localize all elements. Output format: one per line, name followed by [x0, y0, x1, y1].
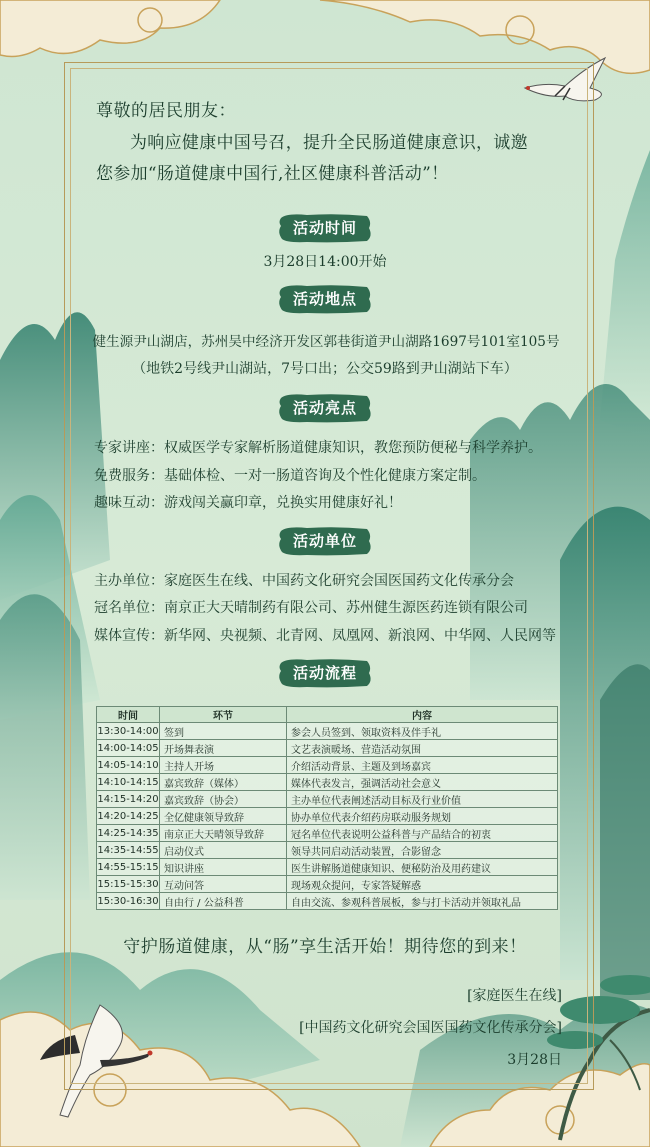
cell-segment: 互动问答: [160, 876, 287, 893]
table-row: [97, 723, 558, 740]
cell-segment: 知识讲座: [160, 859, 287, 876]
signature-date: 3月28日: [507, 1052, 562, 1068]
cell-content: 参会人员签到、领取资料及伴手礼: [287, 723, 558, 740]
cell-time: 14:05-14:10: [97, 757, 160, 774]
table-row: [97, 791, 558, 808]
cell-segment: 南京正大天晴领导致辞: [160, 825, 287, 842]
intro-paragraph: [96, 128, 566, 190]
badge-time: [277, 212, 373, 244]
cell-content: 文艺表演暖场、营造活动氛围: [287, 740, 558, 757]
cell-content: 冠名单位代表说明公益科普与产品结合的初衷: [287, 825, 558, 842]
table-row: [97, 740, 558, 757]
col-header-segment: 环节: [160, 707, 287, 723]
cell-segment: 全亿健康领导致辞: [160, 808, 287, 825]
badge-location-label: 活动地点: [292, 290, 357, 308]
table-header-row: [97, 707, 558, 723]
highlight-item: 免费服务：基础体检、一对一肠道咨询及个性化健康方案定制。: [94, 468, 486, 484]
badge-schedule-label: 活动流程: [292, 664, 357, 682]
cell-time: 14:10-14:15: [97, 774, 160, 791]
cell-segment: 启动仪式: [160, 842, 287, 859]
table-row: [97, 825, 558, 842]
cell-time: 14:15-14:20: [97, 791, 160, 808]
cell-content: 现场观众提问，专家答疑解惑: [287, 876, 558, 893]
badge-time-label: 活动时间: [292, 219, 357, 237]
cell-content: 领导共同启动活动装置，合影留念: [287, 842, 558, 859]
table-row: [97, 774, 558, 791]
cell-segment: 签到: [160, 723, 287, 740]
badge-highlights: [277, 392, 373, 424]
table-row: [97, 842, 558, 859]
highlight-item: 趣味互动：游戏闯关赢印章，兑换实用健康好礼！: [94, 495, 402, 511]
closing-message: 守护肠道健康，从“肠”享生活开始！期待您的到来！: [123, 937, 527, 957]
table-row: [97, 876, 558, 893]
cell-content: 媒体代表发言，强调活动社会意义: [287, 774, 558, 791]
table-body: [97, 723, 558, 910]
col-header-content: 内容: [287, 707, 558, 723]
table-row: [97, 808, 558, 825]
location-line-2: （地铁2号线尹山湖站，7号口出；公交59路到尹山湖站下车）: [132, 361, 518, 377]
cell-content: 介绍活动背景、主题及到场嘉宾: [287, 757, 558, 774]
signature-org-2: [中国药文化研究会国医国药文化传承分会]: [299, 1020, 562, 1036]
cell-content: 医生讲解肠道健康知识、便秘防治及用药建议: [287, 859, 558, 876]
intro-line-1: 为响应健康中国号召，提升全民肠道健康意识，诚邀: [130, 133, 528, 153]
badge-location: [277, 283, 373, 315]
table-row: [97, 893, 558, 910]
cell-time: 15:30-16:30: [97, 893, 160, 910]
time-text: 3月28日14:00开始: [263, 254, 387, 270]
cell-time: 14:25-14:35: [97, 825, 160, 842]
cell-time: 15:15-15:30: [97, 876, 160, 893]
location-line-1: 健生源尹山湖店，苏州吴中经济开发区郭巷街道尹山湖路1697号101室105号: [92, 334, 560, 350]
cell-content: 协办单位代表介绍药房联动服务规划: [287, 808, 558, 825]
cell-segment: 自由行 / 公益科普: [160, 893, 287, 910]
cell-content: 主办单位代表阐述活动目标及行业价值: [287, 791, 558, 808]
col-header-time: 时间: [97, 707, 160, 723]
cell-time: 13:30-14:00: [97, 723, 160, 740]
cell-segment: 开场舞表演: [160, 740, 287, 757]
badge-units: [277, 525, 373, 557]
badge-highlights-label: 活动亮点: [292, 399, 357, 417]
cell-segment: 主持人开场: [160, 757, 287, 774]
badge-units-label: 活动单位: [292, 532, 357, 550]
intro-line-2: 您参加“肠道健康中国行,社区健康科普活动”！: [96, 164, 449, 184]
cell-segment: 嘉宾致辞（协会）: [160, 791, 287, 808]
highlight-item: 专家讲座：权威医学专家解析肠道健康知识，教您预防便秘与科学养护。: [94, 440, 542, 456]
signature-org-1: [家庭医生在线]: [467, 988, 562, 1004]
unit-item: 冠名单位：南京正大天晴制药有限公司、苏州健生源医药连锁有限公司: [94, 600, 528, 616]
greeting: 尊敬的居民朋友：: [96, 101, 236, 121]
unit-item: 主办单位：家庭医生在线、中国药文化研究会国医国药文化传承分会: [94, 573, 514, 589]
cell-content: 自由交流、参观科普展板，参与打卡活动并领取礼品: [287, 893, 558, 910]
badge-schedule: [277, 657, 373, 689]
table-row: [97, 757, 558, 774]
cell-time: 14:55-15:15: [97, 859, 160, 876]
cell-time: 14:35-14:55: [97, 842, 160, 859]
cell-time: 14:00-14:05: [97, 740, 160, 757]
table-row: [97, 859, 558, 876]
unit-item: 媒体宣传：新华网、央视频、北青网、凤凰网、新浪网、中华网、人民网等: [94, 628, 556, 644]
schedule-table: [96, 706, 558, 910]
cell-time: 14:20-14:25: [97, 808, 160, 825]
cell-segment: 嘉宾致辞（媒体）: [160, 774, 287, 791]
